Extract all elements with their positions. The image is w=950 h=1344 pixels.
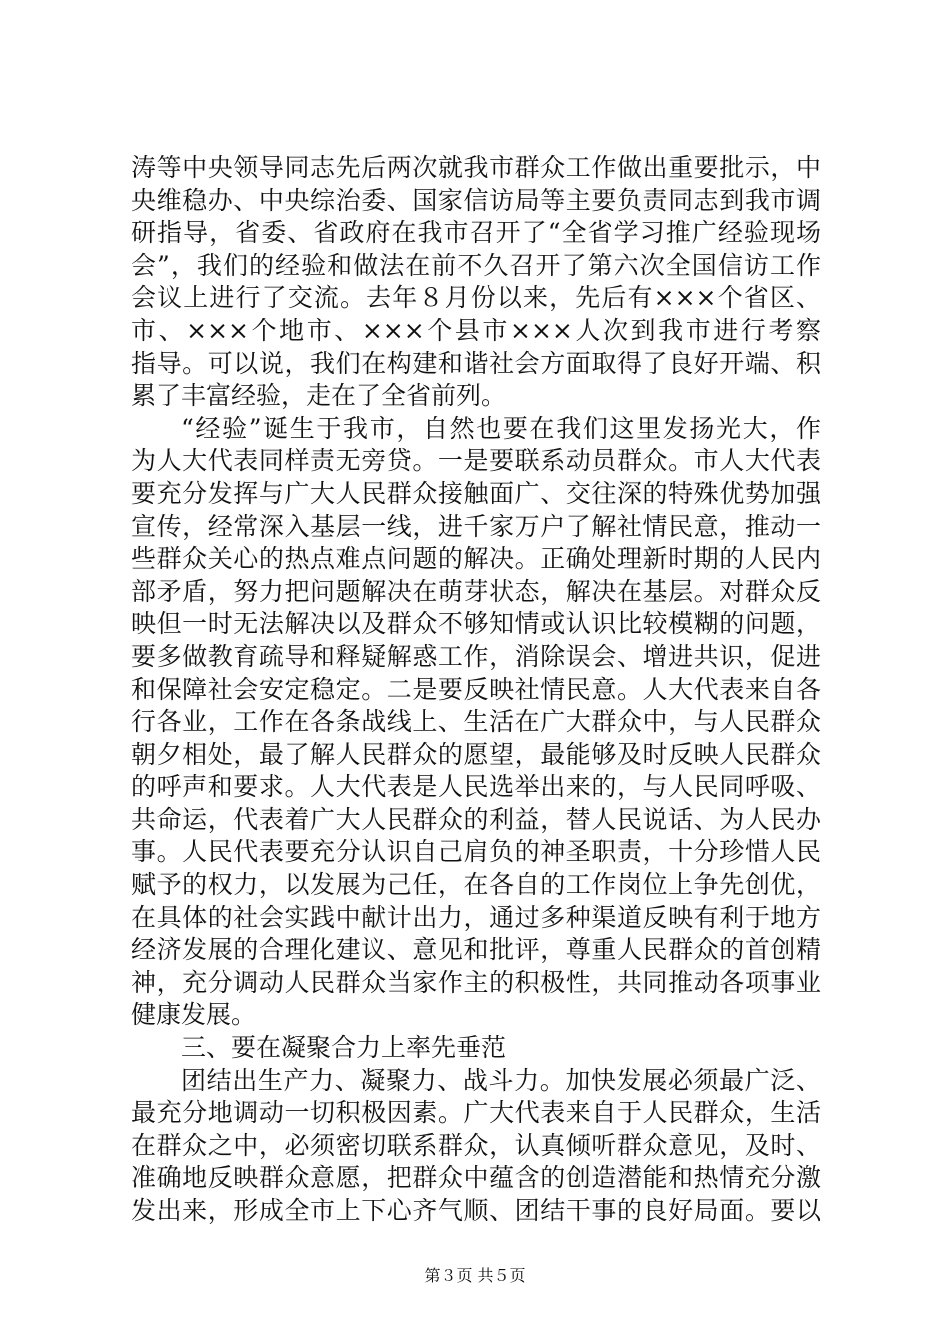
text-line: 神，充分调动人民群众当家作主的积极性，共同推动各项事业 [131, 967, 821, 997]
text-line: 发出来，形成全市上下心齐气顺、团结干事的良好局面。要以 [131, 1196, 821, 1225]
text-line: 映但一时无法解决以及群众不够知情或认识比较模糊的问题， [131, 609, 821, 639]
text-line: 和保障社会安定稳定。二是要反映社情民意。人大代表来自各 [131, 674, 821, 704]
section-heading: 三、要在凝聚合力上率先垂范 [181, 1033, 507, 1063]
text-line: 要充分发挥与广大人民群众接触面广、交往深的特殊优势加强 [131, 478, 821, 508]
text-line: 行各业，工作在各条战线上、生活在广大群众中，与人民群众 [131, 707, 821, 737]
text-line: 事。人民代表要充分认识自己肩负的神圣职责，十分珍惜人民 [131, 837, 821, 867]
text-line: 宣传，经常深入基层一线，进千家万户了解社情民意，推动一 [131, 511, 821, 541]
text-line: 市、×××个地市、×××个县市×××人次到我市进行考察 [131, 315, 821, 345]
text-line: 指导。可以说，我们在构建和谐社会方面取得了良好开端、积 [131, 348, 821, 378]
text-line: 为人大代表同样责无旁贷。一是要联系动员群众。市人大代表 [131, 446, 821, 476]
text-line: 健康发展。 [131, 1000, 257, 1030]
text-line: 央维稳办、中央综治委、国家信访局等主要负责同志到我市调 [131, 185, 821, 215]
text-line: 在具体的社会实践中献计出力，通过多种渠道反映有利于地方 [131, 902, 821, 932]
text-line: 共命运，代表着广大人民群众的利益，替人民说话、为人民办 [131, 804, 821, 834]
page-number-footer: 第３页 共５页 [424, 1266, 526, 1285]
text-line: 涛等中央领导同志先后两次就我市群众工作做出重要批示，中 [131, 153, 821, 182]
text-line: 团结出生产力、凝聚力、战斗力。加快发展必须最广泛、 [181, 1065, 821, 1095]
text-line: “经验”诞生于我市，自然也要在我们这里发扬光大，作 [181, 413, 821, 443]
text-line: 经济发展的合理化建议、意见和批评，尊重人民群众的首创精 [131, 935, 821, 965]
text-line: 研指导，省委、省政府在我市召开了“全省学习推广经验现场 [131, 218, 821, 248]
text-line: 朝夕相处，最了解人民群众的愿望，最能够及时反映人民群众 [131, 739, 821, 769]
text-line: 要多做教育疏导和释疑解惑工作，消除误会、增进共识，促进 [131, 641, 821, 671]
text-line: 会”，我们的经验和做法在前不久召开了第六次全国信访工作 [131, 250, 821, 280]
text-line: 会议上进行了交流。去年８月份以来，先后有×××个省区、 [131, 283, 821, 313]
text-line: 些群众关心的热点难点问题的解决。正确处理新时期的人民内 [131, 544, 821, 574]
text-line: 准确地反映群众意愿，把群众中蕴含的创造潜能和热情充分激 [131, 1163, 821, 1193]
text-line: 在群众之中，必须密切联系群众，认真倾听群众意见，及时、 [131, 1130, 821, 1160]
document-body [131, 152, 821, 1228]
text-line: 赋予的权力，以发展为己任，在各自的工作岗位上争先创优， [131, 870, 821, 900]
text-line: 部矛盾，努力把问题解决在萌芽状态，解决在基层。对群众反 [131, 576, 821, 606]
text-line: 最充分地调动一切积极因素。广大代表来自于人民群众，生活 [131, 1098, 821, 1128]
text-line: 的呼声和要求。人大代表是人民选举出来的，与人民同呼吸、 [131, 772, 821, 802]
text-line: 累了丰富经验，走在了全省前列。 [131, 381, 507, 411]
